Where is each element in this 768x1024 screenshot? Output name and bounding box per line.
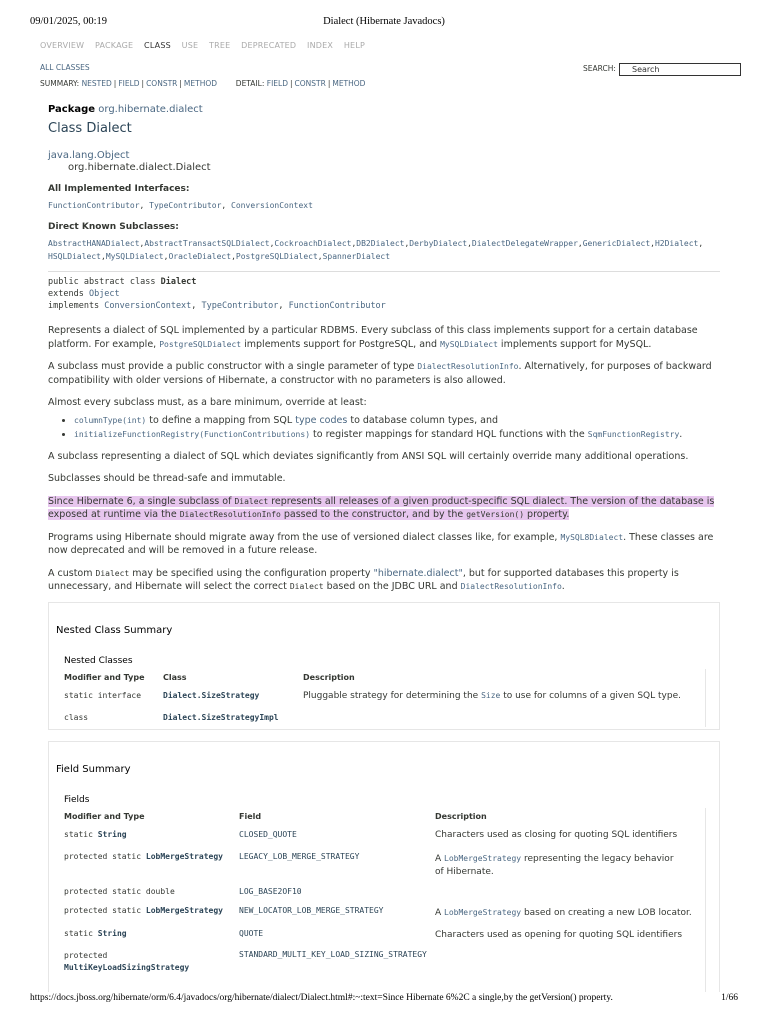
table-row: protected static LobMergeStrategy — [64, 906, 223, 915]
interface-link[interactable]: TypeContributor — [149, 201, 222, 210]
detail-field-link[interactable]: FIELD — [266, 79, 288, 88]
subclass-link[interactable]: CockroachDialect — [274, 239, 352, 248]
field-link[interactable]: NEW_LOCATOR_LOB_MERGE_STRATEGY — [239, 906, 384, 915]
signature-object-link[interactable]: Object — [88, 289, 120, 299]
type-link[interactable]: LobMergeStrategy — [145, 852, 223, 861]
detail-label: DETAIL: — [235, 79, 265, 88]
subclass-link[interactable]: MySQLDialect — [105, 252, 164, 261]
print-page-number: 1/66 — [721, 993, 738, 1003]
desc-paragraph: Programs using Hibernate should migrate away from the use of versioned dialect classes like, for example, MySQL8Dialect. These classes are now deprecated and will be removed in a future release. — [48, 531, 714, 556]
type-link[interactable]: String — [97, 929, 127, 938]
nested-class-summary — [48, 602, 720, 730]
class-signature: public abstract class Dialect extends Object implements ConversionContext, TypeContributor, FunctionContributor — [48, 277, 386, 311]
current-class: org.hibernate.dialect.Dialect — [68, 162, 211, 173]
nav-overview[interactable]: OVERVIEW — [40, 41, 85, 50]
detail-constr-link[interactable]: CONSTR — [294, 79, 326, 88]
sub-navigation: SUMMARY: NESTED | FIELD | CONSTR | METHOD DETAIL: FIELD | CONSTR | METHOD — [40, 79, 366, 88]
highlighted-paragraph: Since Hibernate 6, a single subclass of Dialect represents all releases of a given product-specific SQL dialect. The version of the database is exposed at runtime via the DialectResolutionInfo passed to the constructor, and by the getVersion() property. — [48, 495, 715, 520]
search-input[interactable]: Search — [619, 63, 741, 76]
column-header: Field — [239, 812, 262, 821]
table-row: static String — [64, 830, 127, 839]
subclass-link[interactable]: DerbyDialect — [409, 239, 468, 248]
list-item: • initializeFunctionRegistry(FunctionContributions) to register mappings for standard HQL functions with the SqmFunctionRegistry. — [74, 428, 720, 442]
nav-help[interactable]: HELP — [343, 41, 365, 50]
package-label: Package — [48, 104, 96, 115]
code-link[interactable]: DialectResolutionInfo — [417, 362, 519, 371]
signature-implements: implements — [48, 301, 105, 311]
code-link[interactable]: MySQLDialect — [440, 339, 498, 349]
field-link[interactable]: LOG_BASE2OF10 — [239, 887, 302, 896]
type-link[interactable]: String — [97, 830, 127, 839]
fields-caption: Fields — [64, 795, 90, 805]
table-row: protected static LobMergeStrategy — [64, 852, 223, 861]
inline-code: DialectResolutionInfo — [179, 510, 281, 519]
page-title: Class Dialect — [48, 121, 132, 136]
list-item: • columnType(int) to define a mapping from SQL type codes to database column types, and — [74, 414, 720, 428]
field-link[interactable]: CLOSED_QUOTE — [239, 830, 297, 839]
print-header — [30, 16, 738, 32]
subclass-link[interactable]: AbstractTransactSQLDialect — [144, 239, 270, 248]
print-title: Dialect (Hibernate Javadocs) — [323, 16, 445, 27]
interfaces-label: All Implemented Interfaces: — [48, 184, 190, 194]
table-cell-description: Pluggable strategy for determining the Size to use for columns of a given SQL type. — [303, 691, 681, 701]
table-row: protected static double — [64, 887, 175, 896]
nav-package[interactable]: PACKAGE — [94, 41, 134, 50]
type-link[interactable]: MultiKeyLoadSizingStrategy — [64, 963, 190, 972]
subclasses-label: Direct Known Subclasses: — [48, 222, 179, 232]
interface-link[interactable]: ConversionContext — [231, 201, 313, 210]
table-cell-modifier: static interface — [64, 691, 142, 700]
inline-code: getVersion() — [466, 510, 525, 519]
column-header: Modifier and Type — [64, 673, 145, 682]
override-list — [48, 414, 720, 442]
code-link[interactable]: PostgreSQLDialect — [159, 339, 242, 349]
field-summary — [48, 741, 720, 992]
table-cell-description: A LobMergeStrategy representing the legacy behavior of Hibernate. — [435, 854, 674, 877]
nav-use[interactable]: USE — [181, 41, 199, 50]
nav-tree[interactable]: TREE — [208, 41, 231, 50]
known-subclasses — [48, 222, 720, 263]
subclass-link[interactable]: OracleDialect — [168, 252, 232, 261]
desc-paragraph: A custom Dialect may be specified using the configuration property "hibernate.dialect", but for supported databases this property is unnecessary, and Hibernate will select the correct Dialect based on the JDBC URL and DialectResolutionInfo. — [48, 567, 679, 592]
code-link[interactable]: columnType(int) — [74, 415, 147, 425]
print-datetime: 09/01/2025, 00:19 — [30, 16, 108, 27]
all-classes-link[interactable]: ALL CLASSES — [40, 63, 90, 72]
package-link[interactable]: org.hibernate.dialect — [98, 104, 203, 115]
signature-interface-link[interactable]: TypeContributor — [201, 301, 279, 311]
subclass-link[interactable]: HSQLDialect — [48, 252, 101, 261]
nav-class: CLASS — [144, 41, 171, 50]
summary-label: SUMMARY: — [40, 79, 80, 88]
code-link[interactable]: LobMergeStrategy — [444, 854, 522, 863]
column-header: Class — [163, 673, 187, 682]
type-codes-link[interactable]: type codes — [295, 414, 348, 426]
field-link[interactable]: STANDARD_MULTI_KEY_LOAD_SIZING_STRATEGY — [239, 950, 427, 959]
signature-interface-link[interactable]: FunctionContributor — [288, 301, 386, 311]
column-header: Description — [303, 673, 355, 682]
desc-paragraph: Almost every subclass must, as a bare minimum, override at least: — [48, 397, 367, 408]
main-content — [48, 104, 720, 594]
subclass-link[interactable]: H2Dialect — [654, 239, 699, 248]
subclass-link[interactable]: DB2Dialect — [356, 239, 405, 248]
nav-index[interactable]: INDEX — [307, 41, 334, 50]
nav-deprecated[interactable]: DEPRECATED — [241, 41, 297, 50]
subclass-link[interactable]: DialectDelegateWrapper — [471, 239, 578, 248]
detail-method-link[interactable]: METHOD — [332, 79, 366, 88]
inline-code: Dialect — [95, 568, 130, 578]
desc-paragraph: Subclasses should be thread-safe and immutable. — [48, 473, 286, 484]
package-line — [48, 104, 720, 115]
summary-method-link[interactable]: METHOD — [183, 79, 218, 88]
config-property-link[interactable]: "hibernate.dialect" — [373, 567, 463, 579]
table-row: static String — [64, 929, 127, 938]
subclasses-list: AbstractHANADialect,AbstractTransactSQLDialect,CockroachDialect,DB2Dialect,DerbyDialect,DialectDelegateWrapper,GenericDialect,H2Dialect, HSQLDialect,MySQLDialect,OracleDialect,PostgreSQLDialect,SpannerDialect — [48, 239, 704, 261]
inline-code: Dialect — [234, 496, 269, 506]
signature-modifiers: public abstract class — [48, 277, 161, 287]
print-url: https://docs.jboss.org/hibernate/orm/6.4/javadocs/org/hibernate/dialect/Dialect.html#:~:text=Since Hibernate 6%2C a single,by the getVersion() property. — [30, 993, 613, 1003]
field-link[interactable]: QUOTE — [239, 929, 264, 938]
signature-interface-link[interactable]: ConversionContext — [104, 301, 192, 311]
desc-paragraph: A subclass must provide a public constructor with a single parameter of type DialectResolutionInfo. Alternatively, for purposes of backward compatibility with older versions of Hibernate, a constructor with no parameters is also allowed. — [48, 361, 712, 386]
subclass-link[interactable]: GenericDialect — [582, 239, 651, 248]
fields-table — [59, 808, 706, 992]
summary-nested-link[interactable]: NESTED — [81, 79, 112, 88]
field-summary-title: Field Summary — [56, 764, 131, 775]
table-cell-modifier: class — [64, 713, 89, 722]
class-description — [48, 324, 720, 594]
superclass-link[interactable]: java.lang.Object — [48, 150, 130, 161]
nested-class-link[interactable]: Dialect.SizeStrategyImpl — [163, 713, 279, 722]
subclass-link[interactable]: PostgreSQLDialect — [235, 252, 318, 261]
nested-summary-title: Nested Class Summary — [56, 625, 173, 636]
desc-paragraph: Represents a dialect of SQL implemented by a particular RDBMS. Every subclass of this class implements support for a certain database platform. For example, PostgreSQLDialect implements support for PostgreSQL, and MySQLDialect implements support for MySQL. — [48, 325, 698, 350]
implemented-interfaces: All Implemented Interfaces: FunctionContributor, TypeContributor, ConversionContext — [48, 184, 720, 212]
table-cell-description: Characters used as closing for quoting SQL identifiers — [435, 830, 678, 840]
code-link[interactable]: LobMergeStrategy — [444, 908, 522, 917]
column-header: Modifier and Type — [64, 812, 145, 821]
desc-paragraph: A subclass representing a dialect of SQL which deviates significantly from ANSI SQL will certainly override many additional operations. — [48, 450, 689, 462]
subclass-link[interactable]: AbstractHANADialect — [48, 239, 140, 248]
field-link[interactable]: LEGACY_LOB_MERGE_STRATEGY — [239, 852, 360, 861]
top-navigation — [40, 41, 373, 50]
search-area — [583, 64, 660, 74]
nested-class-link[interactable]: Dialect.SizeStrategy — [163, 691, 260, 700]
interface-link[interactable]: FunctionContributor — [48, 201, 140, 210]
summary-field-link[interactable]: FIELD — [118, 79, 140, 88]
type-link[interactable]: LobMergeStrategy — [145, 906, 223, 915]
code-link[interactable]: initializeFunctionRegistry(FunctionContributions) — [74, 429, 311, 439]
code-link[interactable]: DialectResolutionInfo — [460, 582, 562, 591]
nested-caption: Nested Classes — [64, 656, 133, 666]
summary-constr-link[interactable]: CONSTR — [146, 79, 178, 88]
signature-class-name: Dialect — [160, 277, 197, 287]
inheritance-tree — [48, 150, 720, 174]
signature-extends: extends — [48, 289, 89, 299]
search-label: SEARCH: — [583, 64, 616, 73]
code-link[interactable]: SqmFunctionRegistry — [587, 429, 680, 439]
table-row: protected MultiKeyLoadSizingStrategy — [64, 951, 190, 972]
table-cell-description: Characters used as opening for quoting SQL identifiers — [435, 930, 683, 940]
column-header: Description — [435, 812, 487, 821]
nested-table — [59, 669, 706, 727]
inline-code: Dialect — [289, 582, 324, 591]
code-link[interactable]: MySQL8Dialect — [560, 532, 624, 542]
subclass-link[interactable]: SpannerDialect — [322, 252, 391, 261]
code-link[interactable]: Size — [481, 691, 501, 700]
table-cell-description: A LobMergeStrategy based on creating a new LOB locator. — [435, 908, 692, 918]
